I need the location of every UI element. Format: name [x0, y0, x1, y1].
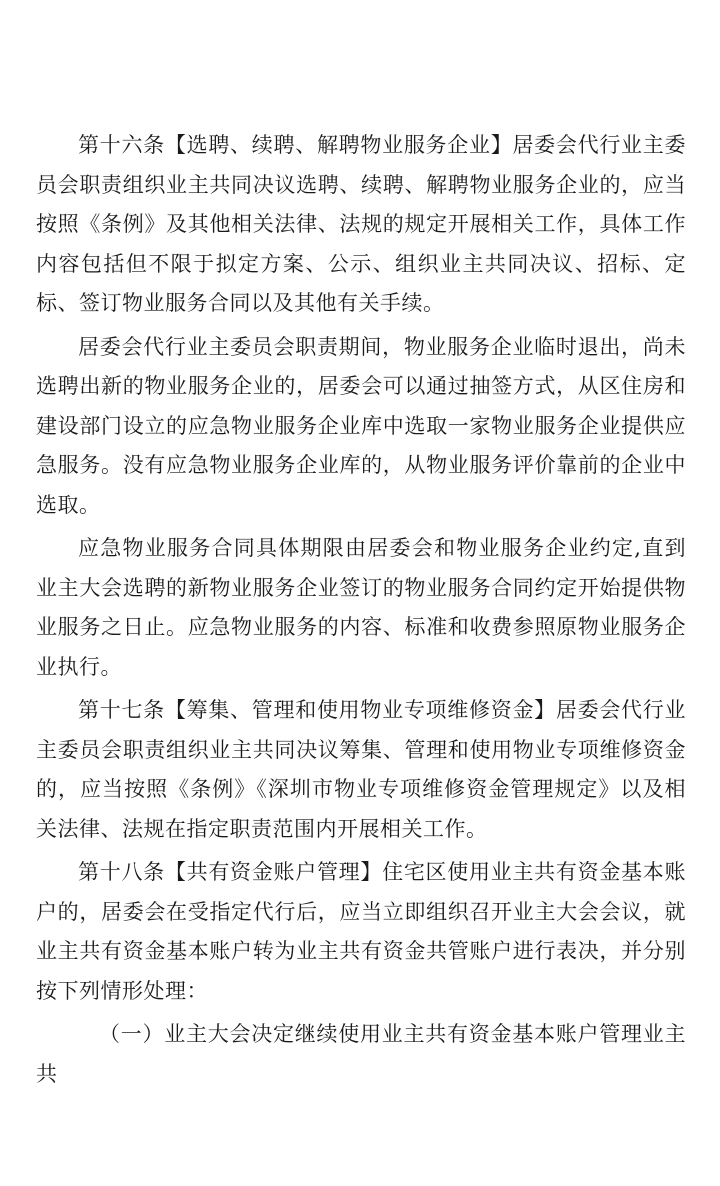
article-17-paragraph: 第十七条【筹集、管理和使用物业专项维修资金】居委会代行业主委员会职责组织业主共同决议筹集、管理和使用物业专项维修资金的，应当按照《条例》《深圳市物业专项维修资金管理规定》以及相关法律、法规在指定职责范围内开展相关工作。 [36, 698, 686, 841]
article-18-paragraph: 第十八条【共有资金账户管理】住宅区使用业主共有资金基本账户的，居委会在受指定代行后，应当立即组织召开业主大会会议，就业主共有资金基本账户转为业主共有资金共管账户进行表决，并分别按下列情形处理： [36, 860, 686, 1003]
article-16-paragraph: 第十六条【选聘、续聘、解聘物业服务企业】居委会代行业主委员会职责组织业主共同决议选聘、续聘、解聘物业服务企业的，应当按照《条例》及其他相关法律、法规的规定开展相关工作，具体工作内容包括但不限于拟定方案、公示、组织业主共同决议、招标、定标、签订物业服务合同以及其他有关手续。 [36, 133, 686, 315]
emergency-service-paragraph: 居委会代行业主委员会职责期间，物业服务企业临时退出，尚未选聘出新的物业服务企业的，居委会可以通过抽签方式，从区住房和建设部门设立的应急物业服务企业库中选取一家物业服务企业提供应急服务。没有应急物业服务企业库的，从物业服务评价靠前的企业中选取。 [36, 334, 686, 517]
emergency-contract-paragraph: 应急物业服务合同具体期限由居委会和物业服务企业约定,直到业主大会选聘的新物业服务企业签订的物业服务合同约定开始提供物业服务之日止。应急物业服务的内容、标准和收费参照原物业服务企业执行。 [36, 536, 686, 679]
article-18-item-1: （一）业主大会决定继续使用业主共有资金基本账户管理业主共 [36, 1022, 686, 1086]
